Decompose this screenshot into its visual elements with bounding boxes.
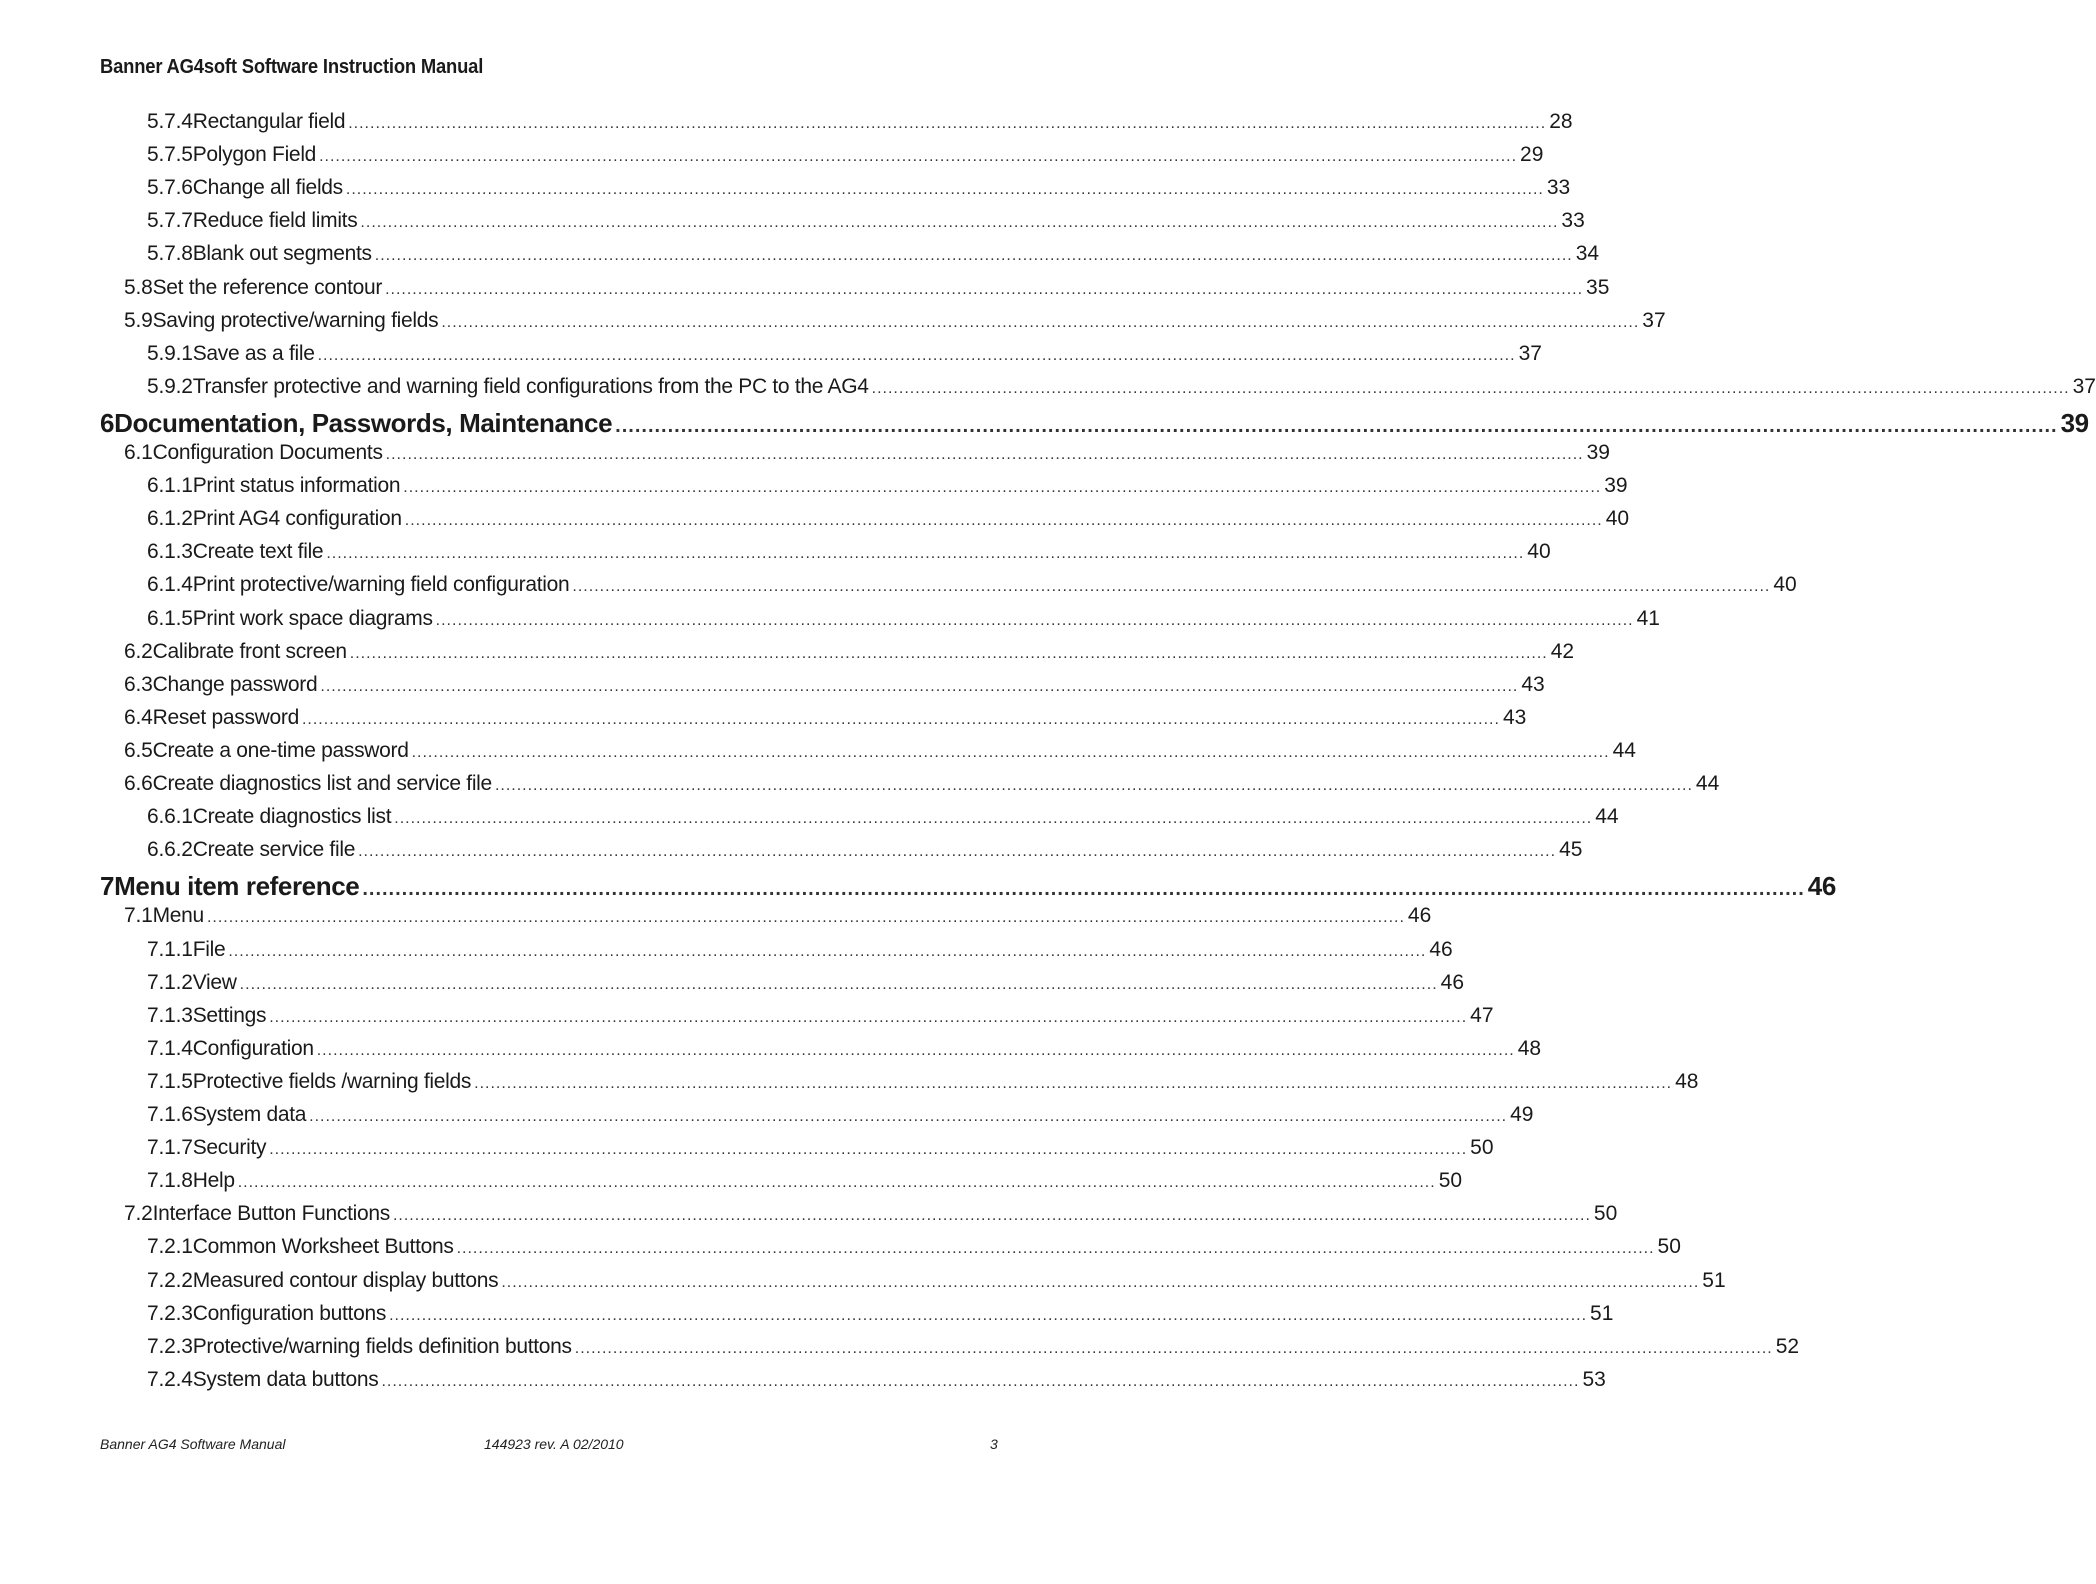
toc-entry[interactable] — [147, 1301, 1614, 1326]
toc-page-number: 33 — [1546, 176, 1571, 200]
toc-entry[interactable] — [124, 738, 1636, 763]
toc-number: 7 — [100, 871, 115, 902]
toc-dot-leader: ............................................................................................................................................................................................................................ — [362, 878, 1805, 901]
toc-title: Help — [192, 1169, 235, 1193]
toc-number: 5.7.5 — [147, 143, 193, 167]
toc-number: 7.1.3 — [147, 1003, 193, 1027]
toc-number: 5.8 — [124, 275, 153, 299]
toc-entry[interactable] — [147, 1334, 1800, 1359]
toc-title: View — [192, 970, 237, 994]
toc-title: Print AG4 configuration — [192, 507, 402, 531]
toc-title: Reduce field limits — [192, 209, 358, 233]
toc-title: Rectangular field — [192, 110, 346, 133]
toc-number: 7.1.6 — [147, 1103, 193, 1126]
toc-number: 7.2.2 — [147, 1268, 193, 1292]
toc-dot-leader: ............................................................................................................................................................................................................................ — [385, 446, 1584, 463]
toc-dot-leader: ............................................................................................................................................................................................................................ — [358, 843, 1557, 861]
toc-title: Change all fields — [192, 176, 343, 200]
toc-number: 6.1.1 — [147, 474, 193, 498]
toc-title: Menu — [152, 904, 204, 928]
toc-title: Settings — [192, 1003, 267, 1027]
toc-entry[interactable] — [147, 937, 1453, 962]
toc-dot-leader: ............................................................................................................................................................................................................................ — [348, 115, 1547, 132]
toc-dot-leader: ............................................................................................................................................................................................................................ — [392, 1207, 1591, 1225]
toc-dot-leader: ............................................................................................................................................................................................................................ — [394, 810, 1593, 828]
toc-dot-leader: ............................................................................................................................................................................................................................ — [319, 148, 1518, 166]
toc-page-number: 46 — [1807, 871, 1836, 902]
toc-title: Transfer protective and warning field configurations from the PC to the AG4 — [192, 374, 869, 398]
toc-number: 7.1.1 — [147, 937, 193, 961]
toc-dot-leader: ............................................................................................................................................................................................................................ — [574, 1339, 1773, 1357]
toc-number: 6.1.2 — [147, 507, 193, 531]
document-header: Banner AG4soft Software Instruction Manual — [100, 56, 484, 78]
toc-dot-leader: ............................................................................................................................................................................................................................ — [269, 1141, 1468, 1159]
toc-entry[interactable] — [147, 1367, 1606, 1392]
toc-entry[interactable] — [147, 1069, 1699, 1094]
toc-entry[interactable] — [147, 540, 1551, 564]
toc-page-number: 40 — [1773, 573, 1797, 597]
toc-entry[interactable] — [147, 209, 1585, 233]
toc-page-number: 51 — [1590, 1301, 1614, 1325]
toc-number: 7.1.8 — [147, 1169, 193, 1193]
toc-dot-leader: ............................................................................................................................................................................................................................ — [456, 1240, 1655, 1258]
toc-chapter-entry[interactable] — [100, 871, 1836, 902]
toc-dot-leader: ............................................................................................................................................................................................................................ — [435, 611, 1634, 629]
toc-entry[interactable] — [147, 1103, 1534, 1127]
toc-page-number: 48 — [1675, 1069, 1699, 1093]
toc-page-number: 29 — [1520, 143, 1544, 167]
toc-number: 6.5 — [124, 738, 153, 762]
toc-entry[interactable] — [124, 308, 1666, 333]
toc-title: Change password — [152, 672, 318, 696]
toc-dot-leader: ............................................................................................................................................................................................................................ — [309, 1108, 1508, 1125]
toc-page-number: 40 — [1605, 507, 1630, 531]
toc-page-number: 50 — [1657, 1235, 1681, 1259]
toc-page-number: 45 — [1559, 838, 1583, 862]
toc-title: Protective fields /warning fields — [192, 1069, 472, 1093]
toc-title: Create text file — [192, 540, 324, 564]
toc-number: 7.2.1 — [147, 1235, 193, 1259]
toc-number: 5.7.7 — [147, 209, 193, 233]
toc-dot-leader: ............................................................................................................................................................................................................................ — [404, 512, 1603, 530]
toc-number: 7.2 — [124, 1202, 153, 1226]
toc-title: Print status information — [192, 474, 401, 498]
toc-dot-leader: ............................................................................................................................................................................................................................ — [360, 214, 1559, 232]
toc-title: Protective/warning fields definition buttons — [192, 1334, 572, 1358]
toc-title: Polygon Field — [192, 143, 317, 167]
toc-dot-leader: ............................................................................................................................................................................................................................ — [237, 1174, 1436, 1192]
toc-page-number: 52 — [1775, 1334, 1800, 1358]
toc-title: Calibrate front screen — [152, 639, 347, 663]
toc-entry[interactable] — [147, 838, 1583, 862]
toc-dot-leader: ............................................................................................................................................................................................................................ — [389, 1306, 1588, 1324]
toc-title: Measured contour display buttons — [192, 1268, 499, 1292]
toc-number: 6.1.5 — [147, 606, 193, 630]
toc-dot-leader: ............................................................................................................................................................................................................................ — [501, 1273, 1700, 1291]
toc-number: 5.7.8 — [147, 242, 193, 266]
toc-title: Configuration — [192, 1036, 314, 1060]
toc-number: 5.7.4 — [147, 110, 193, 133]
toc-title: System data — [192, 1103, 307, 1126]
toc-dot-leader: ............................................................................................................................................................................................................................ — [441, 313, 1640, 331]
toc-title: Reset password — [152, 705, 299, 729]
toc-title: Configuration Documents — [152, 441, 383, 464]
toc-number: 5.9 — [124, 308, 153, 332]
toc-page-number: 37 — [1518, 341, 1542, 365]
toc-page-number: 37 — [1642, 308, 1666, 332]
toc-entry[interactable] — [124, 1202, 1618, 1226]
toc-entry[interactable] — [147, 110, 1573, 134]
toc-page-number: 50 — [1470, 1136, 1494, 1160]
toc-entry[interactable] — [147, 1268, 1726, 1293]
toc-title: Create service file — [192, 838, 356, 862]
toc-title: Print protective/warning field configuration — [192, 573, 570, 597]
toc-page-number: 50 — [1593, 1202, 1618, 1226]
toc-page-number: 42 — [1550, 639, 1575, 663]
toc-entry[interactable] — [124, 772, 1720, 796]
toc-entry[interactable] — [124, 904, 1432, 928]
toc-dot-leader: ............................................................................................................................................................................................................................ — [403, 479, 1602, 497]
toc-number: 6 — [100, 407, 115, 438]
toc-page-number: 43 — [1502, 705, 1527, 729]
toc-entry[interactable] — [124, 441, 1610, 465]
toc-entry[interactable] — [147, 1036, 1542, 1061]
toc-entry[interactable] — [147, 143, 1544, 167]
toc-dot-leader: ............................................................................................................................................................................................................................ — [301, 710, 1500, 728]
toc-number: 5.9.1 — [147, 341, 193, 365]
toc-entry[interactable] — [124, 275, 1610, 300]
toc-number: 7.2.3 — [147, 1334, 193, 1358]
toc-entry[interactable] — [124, 672, 1545, 697]
toc-title: Create diagnostics list and service file — [152, 772, 492, 795]
toc-dot-leader: ............................................................................................................................................................................................................................ — [206, 909, 1405, 927]
toc-dot-leader: ............................................................................................................................................................................................................................ — [411, 743, 1610, 761]
toc-title: Common Worksheet Buttons — [192, 1235, 454, 1259]
toc-dot-leader: ............................................................................................................................................................................................................................ — [349, 644, 1548, 662]
toc-dot-leader: ............................................................................................................................................................................................................................ — [269, 1008, 1468, 1026]
toc-chapter-entry[interactable] — [100, 407, 2089, 439]
toc-page-number: 49 — [1510, 1103, 1534, 1126]
toc-page-number: 35 — [1586, 275, 1610, 299]
toc-number: 7.1.7 — [147, 1136, 193, 1160]
toc-number: 5.9.2 — [147, 374, 193, 398]
toc-number: 5.7.6 — [147, 176, 193, 200]
toc-page-number: 46 — [1407, 904, 1432, 928]
toc-entry[interactable] — [147, 242, 1600, 266]
toc-page-number: 46 — [1440, 970, 1464, 994]
toc-number: 6.6.2 — [147, 838, 193, 862]
toc-page-number: 44 — [1595, 805, 1619, 829]
footer-left: Banner AG4 Software Manual — [100, 1436, 286, 1452]
toc-entry[interactable] — [147, 176, 1571, 200]
toc-page-number: 28 — [1549, 110, 1573, 133]
toc-title: System data buttons — [192, 1367, 379, 1391]
toc-page-number: 43 — [1521, 672, 1545, 696]
toc-dot-leader: ............................................................................................................................................................................................................................ — [474, 1074, 1673, 1092]
footer-center: 144923 rev. A 02/2010 — [484, 1436, 624, 1452]
toc-page-number: 48 — [1517, 1036, 1542, 1060]
toc-dot-leader: ............................................................................................................................................................................................................................ — [317, 346, 1516, 364]
toc-page-number: 47 — [1470, 1003, 1494, 1027]
toc-page-number: 33 — [1561, 209, 1585, 233]
toc-dot-leader: ............................................................................................................................................................................................................................ — [320, 677, 1519, 695]
toc-page-number: 39 — [1604, 474, 1628, 498]
toc-dot-leader: ............................................................................................................................................................................................................................ — [228, 942, 1427, 960]
toc-page-number: 50 — [1438, 1169, 1463, 1193]
toc-page-number: 51 — [1702, 1268, 1726, 1292]
toc-title: Configuration buttons — [192, 1301, 387, 1325]
toc-dot-leader: ............................................................................................................................................................................................................................ — [385, 280, 1584, 298]
toc-title: Blank out segments — [192, 242, 372, 266]
toc-number: 7.1.5 — [147, 1069, 193, 1093]
toc-page-number: 37 — [2072, 374, 2096, 398]
toc-entry[interactable] — [147, 606, 1660, 631]
toc-number: 7.2.3 — [147, 1301, 193, 1325]
toc-dot-leader: ............................................................................................................................................................................................................................ — [615, 414, 2058, 437]
toc-page-number: 39 — [1586, 441, 1610, 464]
toc-page-number: 46 — [1429, 937, 1453, 961]
toc-entry[interactable] — [147, 1003, 1494, 1028]
toc-title: Security — [192, 1136, 267, 1160]
toc-number: 6.6.1 — [147, 805, 193, 829]
toc-dot-leader: ............................................................................................................................................................................................................................ — [374, 247, 1573, 265]
toc-title: Documentation, Passwords, Maintenance — [114, 407, 613, 438]
toc-title: Interface Button Functions — [152, 1202, 390, 1226]
toc-dot-leader: ............................................................................................................................................................................................................................ — [316, 1041, 1515, 1059]
toc-page-number: 34 — [1575, 242, 1600, 266]
toc-number: 6.3 — [124, 672, 153, 696]
toc-number: 6.6 — [124, 772, 153, 795]
toc-page-number: 53 — [1582, 1367, 1606, 1391]
toc-title: Create a one-time password — [152, 738, 409, 762]
toc-number: 6.1 — [124, 441, 153, 464]
toc-dot-leader: ............................................................................................................................................................................................................................ — [239, 975, 1438, 993]
toc-page-number: 40 — [1527, 540, 1551, 564]
toc-title: Menu item reference — [114, 871, 360, 902]
toc-page-number: 41 — [1636, 606, 1660, 630]
toc-entry[interactable] — [147, 474, 1628, 498]
toc-dot-leader: ............................................................................................................................................................................................................................ — [871, 379, 2070, 397]
toc-entry[interactable] — [124, 705, 1527, 730]
toc-number: 7.1.2 — [147, 970, 193, 994]
footer-page-number: 3 — [990, 1436, 998, 1452]
toc-entry[interactable] — [147, 507, 1630, 531]
toc-number: 6.1.3 — [147, 540, 193, 564]
toc-dot-leader: ............................................................................................................................................................................................................................ — [572, 578, 1771, 596]
toc-number: 6.4 — [124, 705, 153, 729]
toc-entry[interactable] — [147, 573, 1797, 597]
toc-number: 7.1.4 — [147, 1036, 193, 1060]
toc-entry[interactable] — [147, 341, 1542, 366]
toc-number: 7.1 — [124, 904, 153, 928]
toc-entry[interactable] — [147, 970, 1464, 995]
toc-title: Saving protective/warning fields — [152, 308, 439, 332]
toc-dot-leader: ............................................................................................................................................................................................................................ — [494, 777, 1693, 794]
toc-page-number: 39 — [2060, 407, 2089, 438]
toc-number: 7.2.4 — [147, 1367, 193, 1391]
toc-entry[interactable] — [147, 805, 1619, 829]
toc-dot-leader: ............................................................................................................................................................................................................................ — [381, 1372, 1580, 1390]
toc-entry[interactable] — [147, 1136, 1494, 1160]
toc-entry[interactable] — [124, 639, 1575, 664]
toc-title: Print work space diagrams — [192, 606, 433, 630]
toc-entry[interactable] — [147, 374, 2096, 399]
toc-dot-leader: ............................................................................................................................................................................................................................ — [345, 181, 1544, 199]
toc-number: 6.2 — [124, 639, 153, 663]
toc-title: File — [192, 937, 226, 961]
toc-title: Save as a file — [192, 341, 315, 365]
toc-entry[interactable] — [147, 1235, 1681, 1259]
toc-title: Set the reference contour — [152, 275, 383, 299]
toc-page-number: 44 — [1695, 772, 1720, 795]
toc-number: 6.1.4 — [147, 573, 193, 597]
toc-page-number: 44 — [1612, 738, 1636, 762]
toc-title: Create diagnostics list — [192, 805, 392, 829]
toc-dot-leader: ............................................................................................................................................................................................................................ — [326, 545, 1525, 563]
toc-entry[interactable] — [147, 1169, 1463, 1193]
